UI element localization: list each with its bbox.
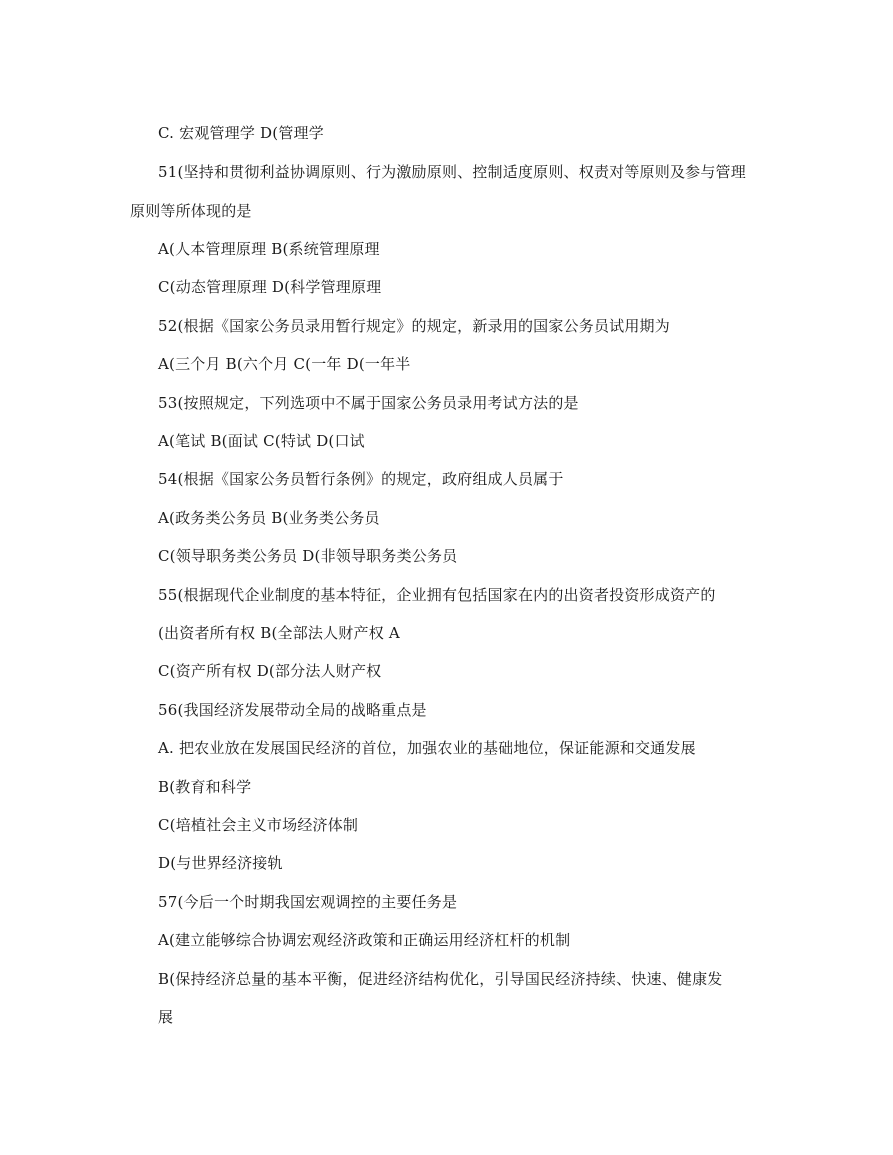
question-54-options-ab: A(政务类公务员 B(业务类公务员 <box>158 509 380 527</box>
question-57-option-b: B(保持经济总量的基本平衡，促进经济结构优化，引导国民经济持续、快速、健康发 <box>158 970 723 988</box>
question-52: 52(根据《国家公务员录用暂行规定》的规定，新录用的国家公务员试用期为 <box>158 317 670 335</box>
question-57-option-b-continued: 展 <box>158 1008 174 1026</box>
question-55: 55(根据现代企业制度的基本特征，企业拥有包括国家在内的出资者投资形成资产的 <box>158 586 716 604</box>
question-52-options: A(三个月 B(六个月 C(一年 D(一年半 <box>158 355 411 373</box>
question-51-continued: 原则等所体现的是 <box>130 202 252 220</box>
text-line-option-cd-50: C. 宏观管理学 D(管理学 <box>158 124 324 142</box>
question-56-option-c: C(培植社会主义市场经济体制 <box>158 816 359 834</box>
question-56: 56(我国经济发展带动全局的战略重点是 <box>158 701 427 719</box>
question-56-option-d: D(与世界经济接轨 <box>158 854 283 872</box>
question-53: 53(按照规定，下列选项中不属于国家公务员录用考试方法的是 <box>158 394 579 412</box>
question-57: 57(今后一个时期我国宏观调控的主要任务是 <box>158 893 458 911</box>
question-56-option-a: A. 把农业放在发展国民经济的首位，加强农业的基础地位，保证能源和交通发展 <box>158 739 696 757</box>
question-56-option-b: B(教育和科学 <box>158 778 252 796</box>
question-54: 54(根据《国家公务员暂行条例》的规定，政府组成人员属于 <box>158 470 564 488</box>
question-54-options-cd: C(领导职务类公务员 D(非领导职务类公务员 <box>158 547 458 565</box>
question-51-options-cd: C(动态管理原理 D(科学管理原理 <box>158 278 382 296</box>
question-51-options-ab: A(人本管理原理 B(系统管理原理 <box>158 240 380 258</box>
question-51: 51(坚持和贯彻利益协调原则、行为激励原则、控制适度原则、权责对等原则及参与管理 <box>158 163 746 181</box>
question-53-options: A(笔试 B(面试 C(特试 D(口试 <box>158 432 365 450</box>
question-57-option-a: A(建立能够综合协调宏观经济政策和正确运用经济杠杆的机制 <box>158 931 571 949</box>
question-55-options-ab: (出资者所有权 B(全部法人财产权 A <box>158 624 400 642</box>
question-55-options-cd: C(资产所有权 D(部分法人财产权 <box>158 662 382 680</box>
